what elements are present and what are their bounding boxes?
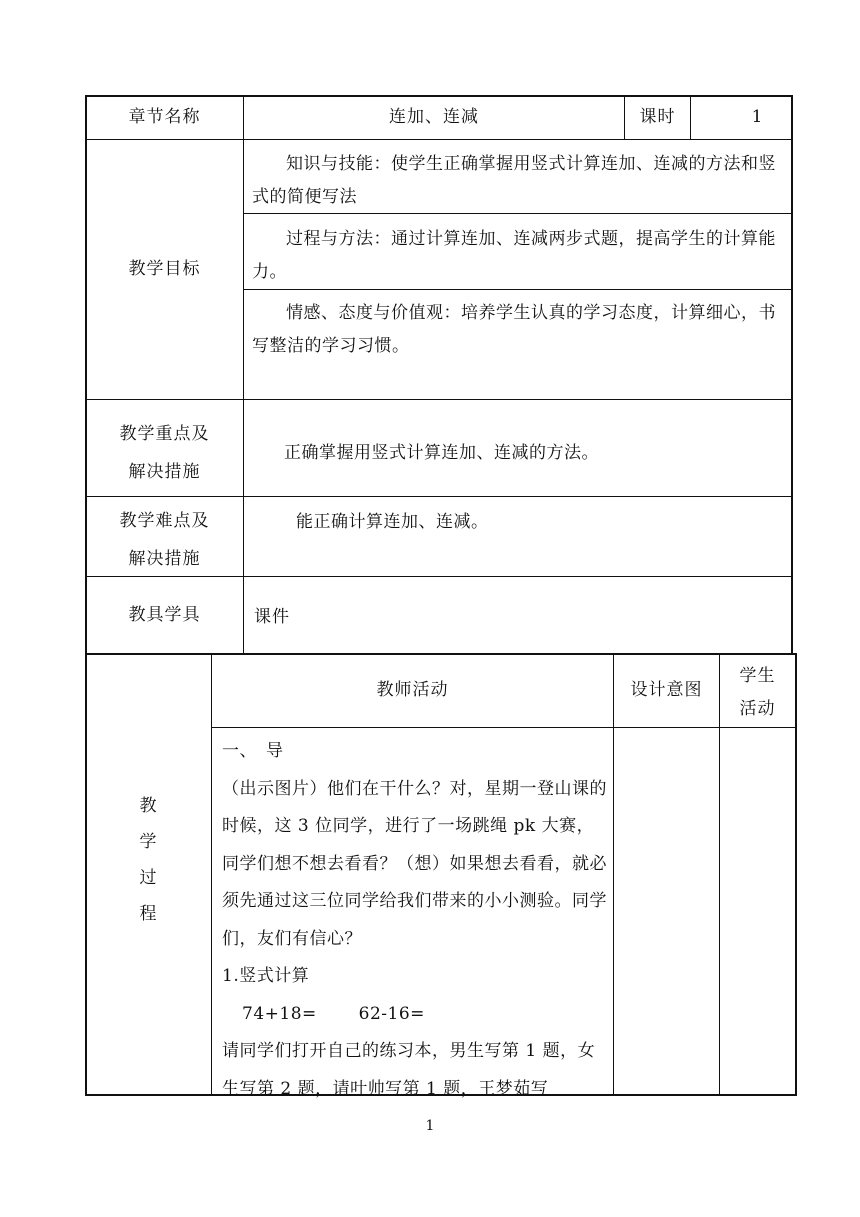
chapter-value: 连加、连减 [389,107,479,127]
design-intent-header: 设计意图 [630,680,703,700]
chapter-label: 章节名称 [128,107,201,127]
objective-knowledge: 知识与技能：使学生正确掌握用竖式计算连加、连减的方法和竖式的简便写法 [252,154,776,207]
process-border-right [795,653,797,1096]
label-column-divider [243,95,244,655]
teacher-activity-header: 教师活动 [376,680,449,700]
objective-process: 过程与方法：通过计算连加、连减两步式题，提高学生的计算能力。 [252,229,776,282]
step-title: 一、 导 [222,741,284,761]
objectives-label: 教学目标 [128,259,201,279]
expression-1: 74+18= [242,1003,317,1024]
expressions [222,996,608,1034]
key-points-label-line2: 解决措施 [128,462,201,482]
tools-label: 教具学具 [128,604,201,625]
page-number: 1 [425,1118,435,1134]
border-right-top [791,95,793,655]
teacher-activity-content [222,733,608,1108]
key-points-label-line1: 教学重点及 [119,424,210,444]
process-header-line [211,727,796,728]
intro-text: （出示图片）他们在干什么？对，星期一登山课的时候，这 3 位同学，进行了一场跳绳 pk 大赛，同学们想不想去看看？（想）如果想去看看，就必须先通过这三位同学给我们带来的小小测验。同学们，友们有信心？ [222,778,607,949]
period-label: 课时 [639,107,676,127]
difficulties-label [86,505,243,576]
header-divider-2 [690,95,691,139]
process-label-char-4: 程 [139,904,157,924]
expression-2: 62-16= [358,1003,425,1024]
tools-content: 课件 [254,607,290,627]
key-points-label [86,418,243,489]
instructions-text: 请同学们打开自己的练习本，男生写第 1 题，女生写第 2 题，请叶帅写第 1 题，王梦茹写 [222,1041,596,1099]
objective-line-2 [243,289,792,290]
process-label [133,788,163,932]
difficulties-content: 能正确计算连加、连减。 [296,512,489,532]
difficulties-label-line1: 教学难点及 [119,511,210,531]
process-label-char-1: 教 [139,796,157,816]
row-line-3 [85,496,792,497]
process-border-left [85,653,87,1096]
difficulties-label-line2: 解决措施 [128,549,201,569]
objective-emotion: 情感、态度与价值观：培养学生认真的学习态度，计算细心，书写整洁的学习习惯。 [252,303,776,356]
row-line-2 [85,399,792,400]
task-title: 1.竖式计算 [222,966,310,986]
process-label-char-2: 学 [139,832,157,852]
student-activity-header-line1: 学生 [739,666,776,686]
process-label-char-3: 过 [139,868,157,888]
student-activity-header-line2: 活动 [739,699,776,719]
period-value: 1 [751,107,763,127]
student-activity-header [720,660,795,726]
key-points-content: 正确掌握用竖式计算连加、连减的方法。 [284,443,599,463]
